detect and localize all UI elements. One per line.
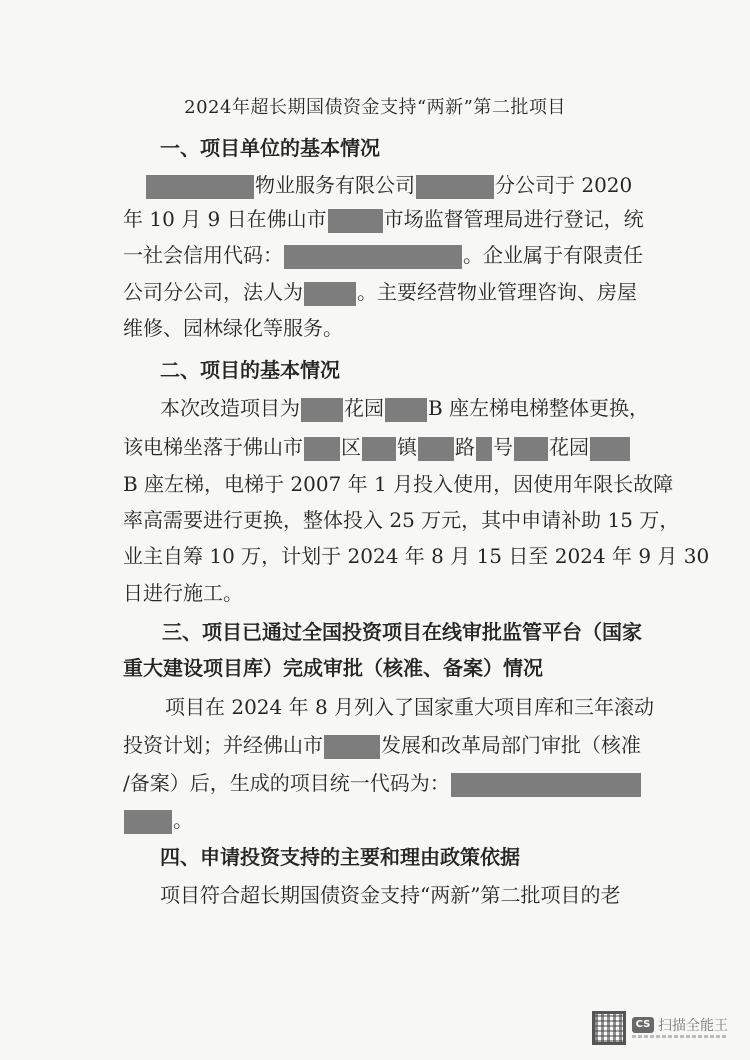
paragraph-3-line-2: [123, 730, 641, 760]
section-3-heading-line-2: 重大建设项目库）完成审批（核准、备案）情况: [123, 656, 543, 680]
paragraph-2-line-1: [160, 393, 649, 423]
text-run: 区: [341, 435, 361, 459]
paragraph-1-line-2: [123, 204, 644, 234]
text-run: 投资计划；并经佛山市: [123, 733, 323, 757]
section-1-heading: 一、项目单位的基本情况: [160, 136, 380, 160]
qr-code-icon: [592, 1011, 626, 1045]
text-run: 年 10 月 9 日在佛山市: [123, 207, 327, 231]
text-run: 发展和改革局部门审批（核准: [381, 733, 641, 757]
paragraph-4-line-1: 项目符合超长期国债资金支持“两新”第二批项目的老: [160, 883, 621, 907]
redaction-box: [304, 282, 356, 306]
text-run: 花园: [344, 396, 384, 420]
text-run: 分公司于 2020: [495, 173, 633, 197]
text-run: 花园: [549, 435, 589, 459]
section-2-heading: 二、项目的基本情况: [160, 358, 340, 382]
text-run: 本次改造项目为: [160, 396, 300, 420]
redaction-box: [385, 398, 427, 422]
camscanner-logo-icon: CS: [632, 1017, 654, 1033]
text-run: 。企业属于有限责任: [463, 243, 643, 267]
scanner-brand-tagline: [632, 1035, 728, 1038]
redaction-box: [451, 773, 641, 797]
text-run: 公司分公司，法人为: [123, 280, 303, 304]
paragraph-2-line-3: B 座左梯，电梯于 2007 年 1 月投入使用，因使用年限长故障: [123, 472, 674, 496]
text-run: 。主要经营物业管理咨询、房屋: [357, 280, 637, 304]
paragraph-1-line-3: [123, 240, 643, 270]
redaction-box: [304, 437, 340, 461]
paragraph-1-line-5: 维修、园林绿化等服务。: [123, 316, 343, 340]
text-run: /备案）后，生成的项目统一代码为：: [123, 771, 450, 795]
redaction-box: [328, 209, 383, 233]
redaction-box: [324, 735, 380, 759]
paragraph-3-line-4: [123, 805, 193, 835]
redaction-box: [146, 175, 254, 199]
text-run: 物业服务有限公司: [255, 173, 415, 197]
redaction-box: [418, 437, 454, 461]
redaction-box: [284, 245, 462, 269]
text-run: 一社会信用代码：: [123, 243, 283, 267]
redaction-box: [416, 175, 494, 199]
redaction-box: [476, 437, 492, 461]
paragraph-2-line-6: 日进行施工。: [123, 581, 243, 605]
scanner-watermark: [592, 1011, 732, 1045]
redaction-box: [124, 810, 172, 834]
section-4-heading: 四、申请投资支持的主要和理由政策依据: [160, 845, 520, 869]
redaction-box: [514, 437, 548, 461]
scanner-brand-name: 扫描全能王: [658, 1018, 728, 1034]
text-run: 。: [173, 808, 193, 832]
paragraph-3-line-3: [123, 768, 642, 798]
paragraph-1-line-1: [145, 170, 632, 200]
text-run: B 座左梯电梯整体更换，: [428, 396, 650, 420]
text-run: 号: [493, 435, 513, 459]
paragraph-2-line-5: 业主自筹 10 万，计划于 2024 年 8 月 15 日至 2024 年 9 月 30: [123, 544, 710, 568]
redaction-box: [301, 398, 343, 422]
paragraph-2-line-2: [123, 432, 631, 462]
text-run: 该电梯坐落于佛山市: [123, 435, 303, 459]
paragraph-2-line-4: 率高需要进行更换，整体投入 25 万元，其中申请补助 15 万，: [123, 508, 680, 532]
text-run: 镇: [397, 435, 417, 459]
text-run: 市场监督管理局进行登记，统: [383, 207, 644, 231]
paragraph-1-line-4: [123, 277, 637, 307]
text-run: 路: [455, 435, 475, 459]
redaction-box: [590, 437, 630, 461]
document-title: 2024年超长期国债资金支持“两新”第二批项目: [184, 97, 566, 118]
paragraph-3-line-1: 项目在 2024 年 8 月列入了国家重大项目库和三年滚动: [165, 695, 655, 719]
redaction-box: [362, 437, 396, 461]
section-3-heading-line-1: 三、项目已通过全国投资项目在线审批监管平台（国家: [162, 620, 642, 644]
